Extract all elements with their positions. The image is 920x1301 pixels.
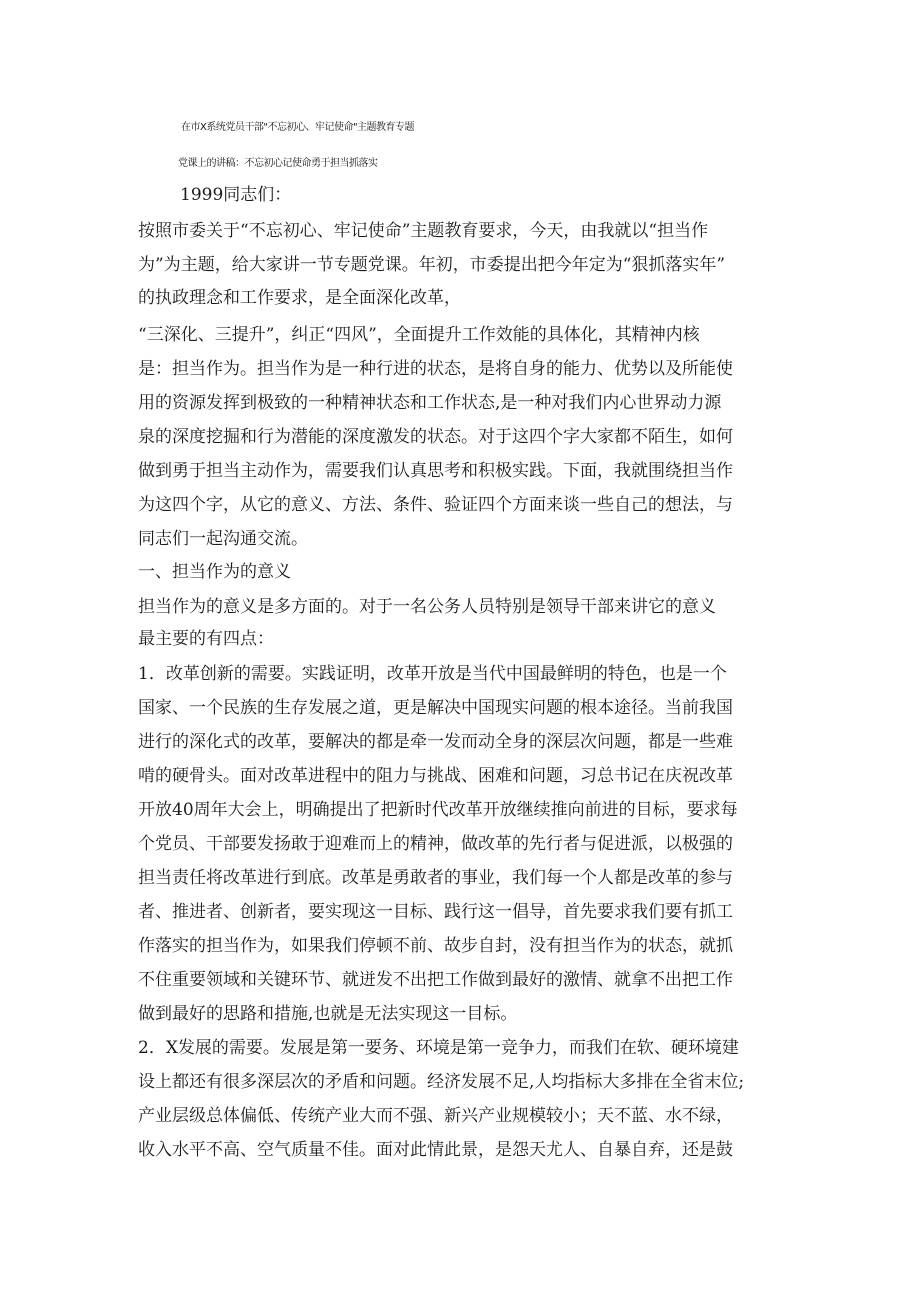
body-line: 做到勇于担当主动作为，需要我们认真思考和积极实践。下面，我就围绕担当作 [138, 461, 733, 481]
body-line: 最主要的有四点： [138, 629, 274, 649]
body-line: 为这四个字，从它的意义、方法、条件、验证四个方面来谈一些自己的想法，与 [138, 495, 733, 515]
body-line: 的执政理念和工作要求，是全面深化改革， [138, 288, 461, 308]
body-line: 产业层级总体偏低、传统产业大而不强、新兴产业规模较小；天不蓝、水不绿， [138, 1106, 733, 1126]
body-line: 为”为主题，给大家讲一节专题党课。年初，市委提出把今年定为“狠抓落实年” [138, 255, 726, 275]
body-line: 个党员、干部要发扬敢于迎难而上的精神，做改革的先行者与促进派，以极强的 [138, 834, 733, 854]
body-line: 按照市委关于“不忘初心、牢记使命”主题教育要求，今天，由我就以“担当作 [138, 221, 709, 241]
body-line: 是：担当作为。担当作为是一种行进的状态，是将自身的能力、优势以及所能使 [138, 359, 733, 379]
body-line: 担当责任将改革进行到底。改革是勇敢者的事业，我们每一个人都是改革的参与 [138, 868, 733, 888]
document-title-line-1: 在市X系统党员干部"不忘初心、牢记使命"主题教育专题 [181, 122, 415, 133]
section-heading: 一、担当作为的意义 [138, 562, 291, 582]
body-line: 收入水平不高、空气质量不佳。面对此情此景，是怨天尤人、自暴自弃，还是鼓 [138, 1140, 733, 1160]
greeting: 1999同志们： [180, 185, 292, 205]
body-line: 2．X发展的需要。发展是第一要务、环境是第一竞争力，而我们在软、硬环境建 [138, 1038, 739, 1058]
body-line: 做到最好的思路和措施,也就是无法实现这一目标。 [138, 1004, 518, 1024]
body-line: 泉的深度挖掘和行为潜能的深度激发的状态。对于这四个字大家都不陌生，如何 [138, 427, 733, 447]
body-line: 者、推进者、创新者，要实现这一目标、践行这一倡导，首先要求我们要有抓工 [138, 902, 733, 922]
body-line: 作落实的担当作为，如果我们停顿不前、故步自封，没有担当作为的状态，就抓 [138, 936, 733, 956]
body-line: 同志们一起沟通交流。 [138, 529, 308, 549]
body-line: 设上都还有很多深层次的矛盾和问题。经济发展不足,人均指标大多排在全省末位; [138, 1072, 745, 1092]
body-line: 不住重要领域和关键环节、就迸发不出把工作做到最好的激情、就拿不出把工作 [138, 970, 733, 990]
body-line: 国家、一个民族的生存发展之道，更是解决中国现实问题的根本途径。当前我国 [138, 698, 733, 718]
body-line: “三深化、三提升”，纠正“四风”，全面提升工作效能的具体化，其精神内核 [138, 325, 700, 345]
body-line: 啃的硬骨头。面对改革进程中的阻力与挑战、困难和问题，习总书记在庆祝改革 [138, 766, 733, 786]
body-line: 用的资源发挥到极致的一种精神状态和工作状态,是一种对我们内心世界动力源 [138, 393, 722, 413]
body-line: 开放40周年大会上，明确提出了把新时代改革开放继续推向前进的目标，要求每 [138, 800, 738, 820]
body-line: 担当作为的意义是多方面的。对于一名公务人员特别是领导干部来讲它的意义 [138, 597, 716, 617]
body-line: 进行的深化式的改革，要解决的都是牵一发而动全身的深层次问题，都是一些难 [138, 732, 733, 752]
document-title-line-2: 党课上的讲稿：不忘初心记使命勇于担当抓落实 [178, 158, 378, 169]
body-line: 1．改革创新的需要。实践证明，改革开放是当代中国最鲜明的特色，也是一个 [138, 664, 727, 684]
